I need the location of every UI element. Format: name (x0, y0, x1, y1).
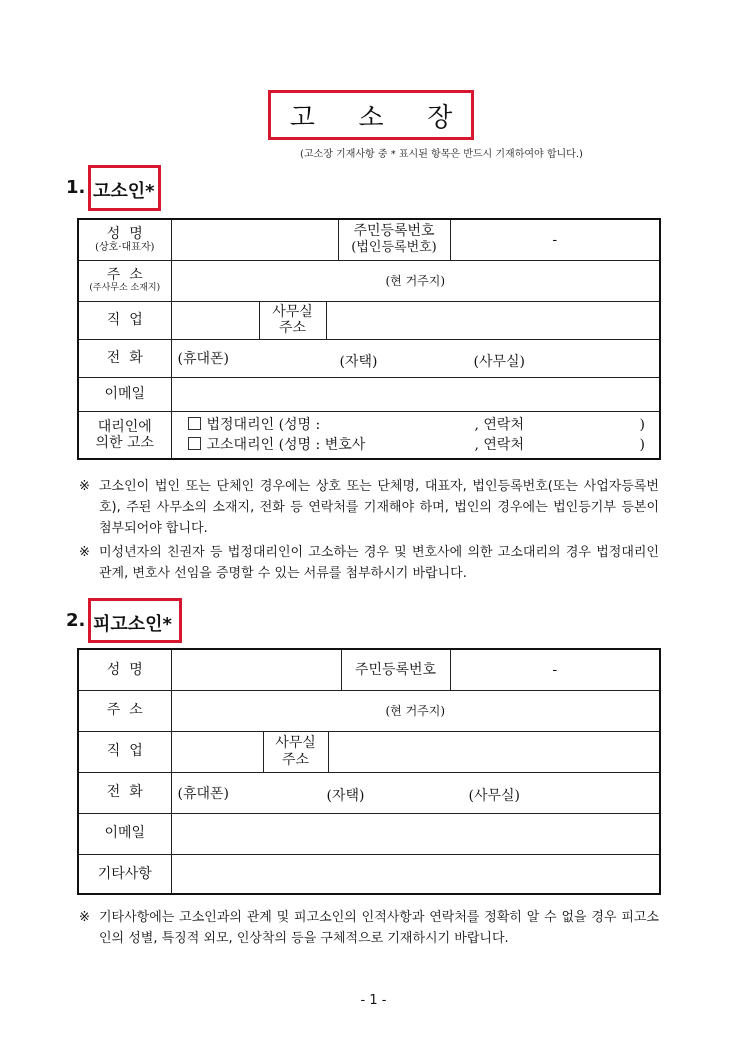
office-address-label-2: 주소 (278, 320, 307, 336)
rrn-label: 주민등록번호 (353, 223, 435, 240)
agent-options (171, 411, 660, 459)
job-input[interactable] (171, 731, 263, 772)
address-input[interactable] (171, 690, 660, 731)
agent-label-cell (78, 411, 171, 459)
rrn-input[interactable] (450, 219, 660, 260)
page-number: - 1 - (360, 993, 387, 1008)
job-label: 직 업 (78, 731, 171, 772)
address-placeholder: (현 거주지) (385, 274, 446, 288)
job-label: 직 업 (78, 301, 171, 339)
note-mark: ※ (79, 479, 90, 494)
office-address-label-cell (263, 731, 328, 772)
attorney-agent-checkbox[interactable] (188, 437, 201, 450)
complainant-table (77, 218, 661, 460)
address-label: 주 소 (106, 267, 143, 284)
office-address-label-2: 주소 (281, 751, 310, 768)
name-label-cell (78, 219, 171, 260)
attorney-agent-contact: , 연락처 (474, 436, 524, 453)
note-mark: ※ (79, 910, 90, 925)
agent-label-2: 의한 고소 (95, 434, 155, 451)
name-sublabel: (상호·대표자) (95, 242, 155, 254)
title-char-1: 고 (289, 102, 315, 133)
section1-number: 1. (66, 177, 86, 198)
rrn-dash: - (552, 661, 558, 678)
legal-agent-paren: ) (639, 416, 645, 433)
phone-office-label: (사무실) (473, 353, 525, 370)
phone-office-label: (사무실) (468, 787, 520, 804)
accused-table (77, 648, 661, 895)
attorney-agent-text: 고소대리인 (성명 : 변호사 (206, 436, 366, 453)
section1-note-1-text: 고소인이 법인 또는 단체인 경우에는 상호 또는 단체명, 대표자, 법인등록번호(또는 사업자등록번호), 주된 사무소의 소재지, 전화 등 연락처를 기재해야 하며, 법인의 경우에는 법인등기부 등본이 첨부되어야 합니다. (99, 479, 659, 536)
legal-agent-contact: , 연락처 (474, 416, 524, 433)
agent-label-1: 대리인에 (97, 418, 152, 435)
section2-number: 2. (66, 610, 86, 631)
title-char-3: 장 (427, 102, 453, 133)
rrn-dash: - (552, 231, 558, 248)
section1-note-2-text: 미성년자의 친권자 등 법정대리인이 고소하는 경우 및 변호사에 의한 고소대리의 경우 법정대리인 관계, 변호사 선임을 증명할 수 있는 서류를 첨부하시기 바랍니다. (99, 545, 659, 581)
phone-label: 전 화 (78, 339, 171, 377)
phone-mobile-label: (휴대폰) (177, 351, 229, 367)
office-address-label-cell (259, 301, 326, 339)
section1-heading: 고소인* (93, 181, 155, 202)
office-address-label-1: 사무실 (275, 735, 316, 752)
rrn-label-cell (338, 219, 450, 260)
phone-input[interactable] (171, 772, 660, 813)
rrn-label: 주민등록번호 (341, 649, 450, 690)
address-input[interactable] (171, 260, 660, 301)
address-sublabel: (주사무소 소재지) (89, 283, 161, 294)
office-address-label-1: 사무실 (272, 303, 313, 320)
phone-mobile-label: (휴대폰) (177, 785, 229, 802)
title-char-2: 소 (358, 102, 384, 133)
agent-option-legal (188, 415, 654, 435)
name-label: 성 명 (106, 225, 143, 242)
attorney-agent-paren: ) (639, 436, 645, 453)
email-label: 이메일 (78, 813, 171, 854)
email-label: 이메일 (78, 377, 171, 411)
legal-agent-text: 법정대리인 (성명 : (206, 416, 321, 433)
name-label: 성 명 (78, 649, 171, 690)
other-info-label: 기타사항 (78, 854, 171, 894)
phone-label: 전 화 (78, 772, 171, 813)
section2-note-1-text: 기타사항에는 고소인과의 관계 및 피고소인의 인적사항과 연락처를 정확히 알 수 없을 경우 피고소인의 성별, 특징적 외모, 인상착의 등을 구체적으로 기재하시기 바랍니다. (99, 910, 659, 946)
phone-home-label: (자택) (339, 353, 378, 370)
email-input[interactable] (171, 813, 660, 854)
required-fields-note: (고소장 기재사항 중 * 표시된 항목은 반드시 기재하여야 합니다.) (300, 149, 583, 160)
name-input[interactable] (171, 219, 338, 260)
address-label: 주 소 (78, 690, 171, 731)
phone-home-label: (자택) (326, 787, 365, 804)
rrn-input[interactable] (450, 649, 660, 690)
section1-note-1 (79, 476, 659, 539)
name-input[interactable] (171, 649, 341, 690)
rrn-sublabel: (법인등록번호) (351, 240, 437, 256)
office-address-input[interactable] (328, 731, 660, 772)
job-input[interactable] (171, 301, 259, 339)
other-info-input[interactable] (171, 854, 660, 894)
document-title (268, 90, 474, 140)
agent-option-attorney (188, 435, 654, 455)
section2-heading: 피고소인* (93, 614, 172, 635)
office-address-input[interactable] (326, 301, 660, 339)
section2-note-1 (79, 907, 659, 949)
address-label-cell (78, 260, 171, 301)
note-mark: ※ (79, 545, 90, 560)
phone-input[interactable] (171, 339, 660, 377)
address-placeholder: (현 거주지) (385, 704, 446, 718)
email-input[interactable] (171, 377, 660, 411)
section1-note-2 (79, 542, 659, 584)
legal-agent-checkbox[interactable] (188, 417, 201, 430)
